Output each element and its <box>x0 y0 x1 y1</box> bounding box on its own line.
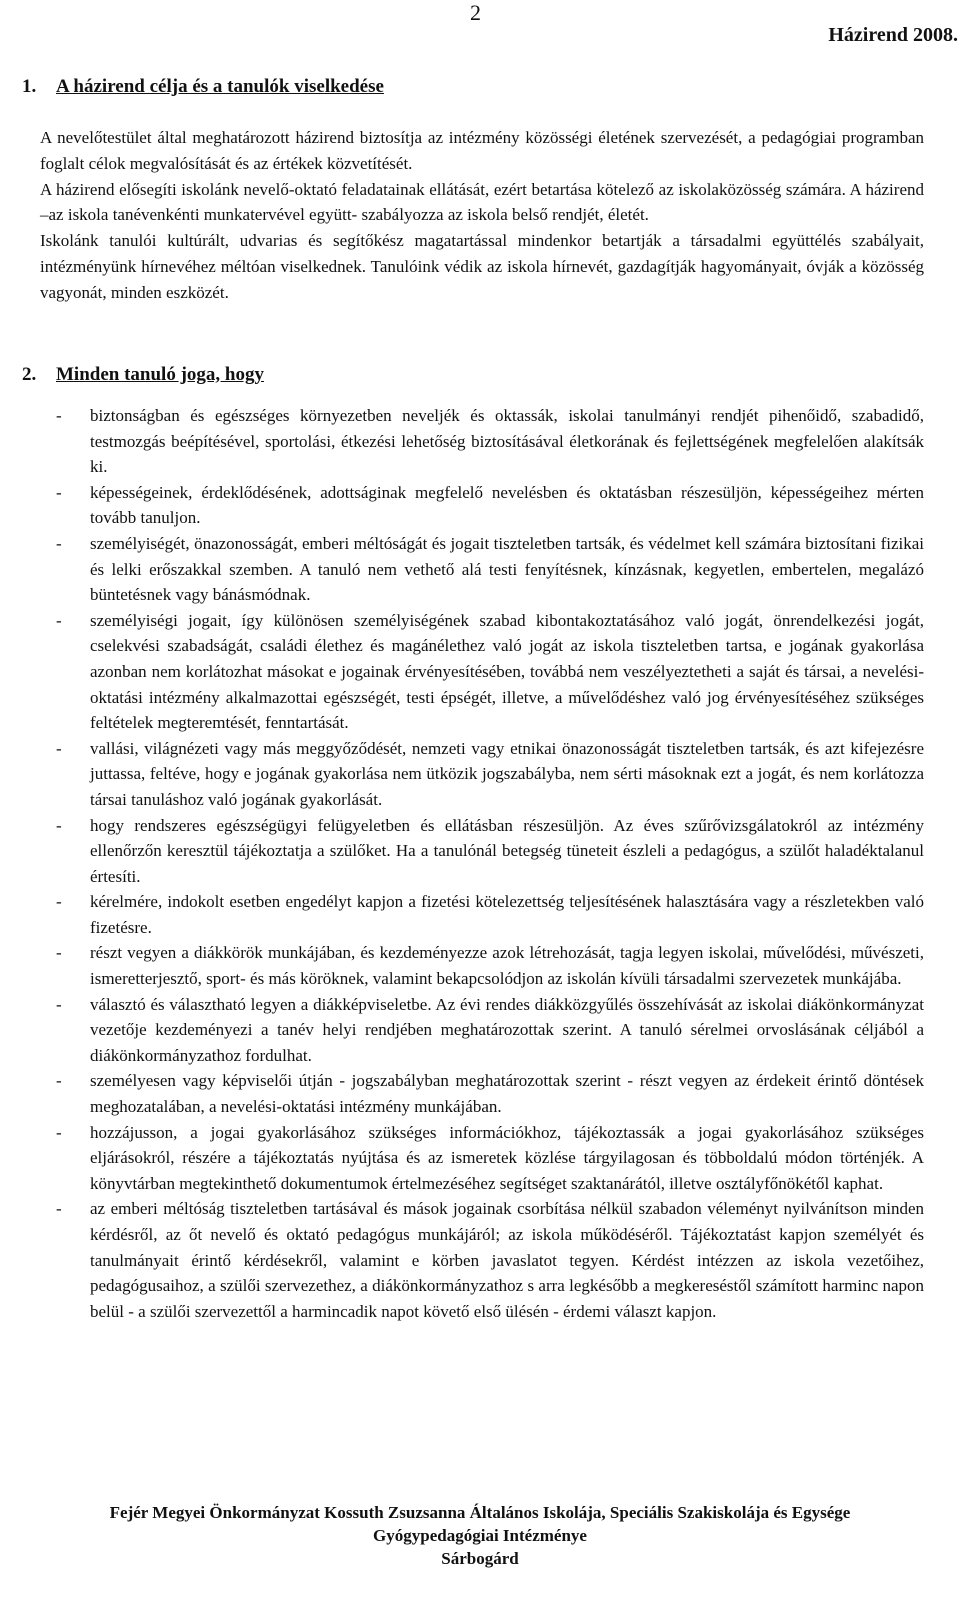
footer-institution-name: Fejér Megyei Önkormányzat Kossuth Zsuzsanna Általános Iskolája, Speciális Szakiskolája és Egysége <box>109 1503 851 1522</box>
page-footer <box>0 1501 960 1570</box>
rights-list-item <box>40 1196 924 1324</box>
list-bullet: - <box>56 994 62 1014</box>
page-number: 2 <box>470 0 481 25</box>
rights-list-item <box>40 992 924 1069</box>
list-bullet: - <box>56 482 62 502</box>
rights-list-item <box>40 480 924 531</box>
list-bullet: - <box>56 1122 62 1142</box>
section-2-heading <box>22 364 264 386</box>
rights-list-item <box>40 813 924 890</box>
list-bullet: - <box>56 1199 62 1219</box>
list-bullet: - <box>56 533 62 553</box>
section-1-heading <box>22 76 384 98</box>
student-rights-list <box>40 403 924 1324</box>
rights-item-text: biztonságban és egészséges környezetben neveljék és oktassák, iskolai tanulmányi rendjét pihenőidő, szabadidő, testmozgás beépítésével, sportolási, étkezési lehetőség biztosításával életkorának és fejlettségének megfelelően alakítsák ki. <box>90 406 924 477</box>
section-1-title: A házirend célja és a tanulók viselkedése <box>56 76 384 97</box>
rights-item-text: hozzájusson, a jogai gyakorlásához szükséges információkhoz, tájékoztassák a jogai gyakorlásához szükséges eljárásokról, részére a tájékoztatás nyújtása és az ismeretek közlése tárgyilagosan és többoldalú módon történjék. A könyvtárban megtekinthető dokumentumok értelmezéséhez segítséget szaktanárától, illetve osztályfőnökétől kaphat. <box>90 1122 924 1193</box>
footer-town: Sárbogárd <box>441 1549 519 1568</box>
rights-list-item <box>40 940 924 991</box>
intro-paragraph: A nevelőtestület által meghatározott házirend biztosítja az intézmény közösségi életének szervezését, a pedagógiai programban foglalt célok megvalósítását és az értékek közvetítését. <box>40 128 924 173</box>
section-1-body <box>40 125 924 306</box>
rights-item-text: választó és választható legyen a diákképviseletbe. Az évi rendes diákközgyűlés összehívását az iskolai diákönkormányzat vezetője kezdeményezi a tanév helyi rendjében meghatározottak szerint. A tanuló sérelmei orvoslásának céljából a diákönkormányzathoz fordulhat. <box>90 994 924 1065</box>
rights-list-item <box>40 1068 924 1119</box>
document-title: Házirend 2008. <box>828 24 958 46</box>
section-2-number: 2. <box>22 364 37 385</box>
intro-paragraph: Iskolánk tanulói kultúrált, udvarias és segítőkész magatartással mindenkor betartják a társadalmi együttélés szabályait, intézményünk hírnevéhez méltóan viselkednek. Tanulóink védik az iskola hírnevét, gazdagítják hagyományait, óvják a közösség vagyonát, minden eszközét. <box>40 231 924 302</box>
rights-list-item <box>40 736 924 813</box>
rights-list-item <box>40 608 924 736</box>
rights-item-text: képességeinek, érdeklődésének, adottságinak megfelelő nevelésben és oktatásban részesüljön, képességeihez mérten tovább tanuljon. <box>90 482 924 528</box>
rights-item-text: személyesen vagy képviselői útján - jogszabályban meghatározottak szerint - részt vegyen az érdekeit érintő döntések meghozatalában, a nevelési-oktatási intézmény munkájában. <box>90 1071 924 1117</box>
section-2-title: Minden tanuló joga, hogy <box>56 364 264 385</box>
list-bullet: - <box>56 943 62 963</box>
rights-item-text: vallási, világnézeti vagy más meggyőződését, nemzeti vagy etnikai önazonosságát tiszteletben tartsák, és azt kifejezésre juttassa, feltéve, hogy e jogának gyakorlása nem ütközik jogszabályba, nem sérti másoknak ezt a jogát, és nem korlátozza társai tanuláshoz való jogának gyakorlását. <box>90 738 924 809</box>
list-bullet: - <box>56 1071 62 1091</box>
intro-paragraph: A házirend elősegíti iskolánk nevelő-oktató feladatainak ellátását, ezért betartása kötelező az iskolaközösség számára. A házirend –az iskola tanévenkénti munkatervével együtt- szabályozza az iskola belső rendjét, életét. <box>40 179 924 225</box>
rights-item-text: személyiségi jogait, így különösen személyiségének szabad kibontakoztatásához való jogát, önrendelkezési jogát, cselekvési szabadságát, családi élethez és magánélethez való jogát az iskola tiszteletben tartsa, e jogának gyakorlása azonban nem korlátozhat másokat e jogainak érvényesítésében, továbbá nem veszélyeztetheti a saját és társai, a nevelési-oktatási intézmény alkalmazottai egészségét, testi épségét, illetve, a művelődéshez való jog érvényesítéséhez szükséges feltételek megteremtését, fenntartását. <box>90 610 924 733</box>
rights-list-item <box>40 403 924 480</box>
rights-item-text: személyiségét, önazonosságát, emberi méltóságát és jogait tiszteletben tartsák, és védelmet kell számára biztosítani fizikai és lelki erőszakkal szemben. A tanuló nem vethető alá testi fenyítésnek, kínzásnak, kegyetlen, embertelen, megalázó büntetésnek vagy bánásmódnak. <box>90 533 924 605</box>
rights-item-text: az emberi méltóság tiszteletben tartásával és mások jogainak csorbítása nélkül szabadon véleményt nyilvánítson minden kérdésről, az őt nevelő és oktató pedagógus munkájáról; az iskola működéséről. Tájékoztatást kapjon személyét és tanulmányait érintő kérdésekről, valamint e körben javaslatot tegyen. Kérdést intézzen az iskola vezetőihez, pedagógusaihoz, a szülői szervezethez, a diákönkormányzathoz s arra legkésőbb a megkereséstől számított harminc napon belül - a szülői szervezettől a harmincadik napot követő első ülésén - érdemi választ kapjon. <box>90 1199 924 1321</box>
section-1-number: 1. <box>22 76 37 97</box>
list-bullet: - <box>56 738 62 758</box>
footer-institution-subtitle: Gyógypedagógiai Intézménye <box>373 1526 587 1545</box>
list-bullet: - <box>56 815 62 835</box>
rights-list-item <box>40 889 924 940</box>
rights-item-text: részt vegyen a diákkörök munkájában, és kezdeményezze azok létrehozását, tagja legyen iskolai, művelődési, művészeti, ismeretterjesztő, sport- és más köröknek, valamint bekapcsolódjon az iskolán kívüli társadalmi szervezetek munkájába. <box>90 943 924 989</box>
list-bullet: - <box>56 892 62 912</box>
list-bullet: - <box>56 610 62 630</box>
rights-item-text: hogy rendszeres egészségügyi felügyeletben és ellátásban részesüljön. Az éves szűrővizsgálatokról az intézmény ellenőrzőn keresztül tájékoztatja a szülőket. Ha a tanulónál betegség tüneteit észleli a pedagógus, a szülőt haladéktalanul értesíti. <box>90 815 924 886</box>
rights-list-item <box>40 1120 924 1197</box>
list-bullet: - <box>56 406 62 425</box>
rights-list-item <box>40 531 924 608</box>
rights-item-text: kérelmére, indokolt esetben engedélyt kapjon a fizetési kötelezettség teljesítésének halasztására vagy a részletekben való fizetésre. <box>90 892 924 937</box>
